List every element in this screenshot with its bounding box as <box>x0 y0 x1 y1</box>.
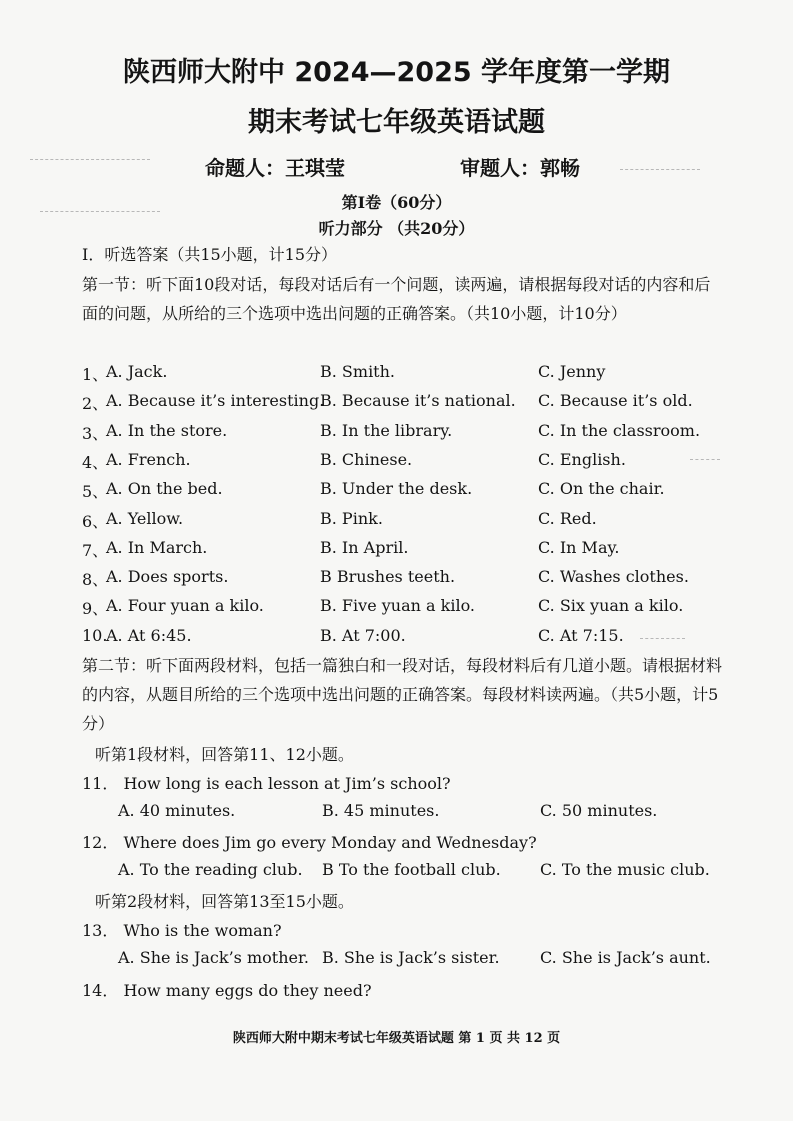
q8-option-c: C. Washes clothes. <box>538 567 689 586</box>
q9-option-b: B. Five yuan a kilo. <box>320 596 476 615</box>
part1-instructions: 第一节：听下面10段对话，每段对话后有一个问题，读两遍，请根据每段对话的内容和后面的问题，从所给的三个选项中选出问题的正确答案。（共10小题，计10分） <box>82 275 711 323</box>
q2-option-a: A. Because it’s interesting. <box>106 391 325 410</box>
q6-option-c: C. Red. <box>538 509 597 528</box>
part2-instructions: 第二节：听下面两段材料，包括一篇独白和一段对话，每段材料后有几道小题。请根据材料的内容，从题目所给的三个选项中选出问题的正确答案。每段材料读两遍。（共5小题，计5分） <box>82 656 723 733</box>
q11-option-c: C. 50 minutes. <box>540 801 658 820</box>
q2-option-c: C. Because it’s old. <box>538 391 693 410</box>
q5-option-c: C. On the chair. <box>538 479 665 498</box>
q6-question-number: 6、 <box>82 512 109 531</box>
q10-question-number: 10. <box>82 626 108 645</box>
q13-option-b: B. She is Jack’s sister. <box>322 948 500 967</box>
q11-stem: 11． How long is each lesson at Jim’s school? <box>82 774 451 793</box>
q8-question-number: 8、 <box>82 570 109 589</box>
q12-option-b: B To the football club. <box>322 860 501 879</box>
q4-option-a: A. French. <box>106 450 191 469</box>
q4-question-number: 4、 <box>82 453 109 472</box>
q3-option-b: B. In the library. <box>320 421 453 440</box>
q9-option-a: A. Four yuan a kilo. <box>106 596 264 615</box>
q13-option-c: C. She is Jack’s aunt. <box>540 948 711 967</box>
q7-option-b: B. In April. <box>320 538 409 557</box>
q3-question-number: 3、 <box>82 424 109 443</box>
scan-noise <box>620 169 700 170</box>
q6-option-a: A. Yellow. <box>106 509 184 528</box>
q1-option-b: B. Smith. <box>320 362 395 381</box>
q5-option-b: B. Under the desk. <box>320 479 473 498</box>
scan-noise <box>640 638 685 639</box>
q11-option-a: A. 40 minutes. <box>118 801 236 820</box>
q7-option-c: C. In May. <box>538 538 620 557</box>
q1-option-c: C. Jenny <box>538 362 606 381</box>
q1-question-number: 1、 <box>82 365 109 384</box>
exam-title-line2: 期末考试七年级英语试题 <box>248 107 545 138</box>
scan-noise <box>690 459 720 460</box>
listening-part-heading: 听力部分 （共20分） <box>318 219 475 238</box>
q9-question-number: 9、 <box>82 599 109 618</box>
q12-option-c: C. To the music club. <box>540 860 710 879</box>
q5-option-a: A. On the bed. <box>106 479 223 498</box>
q14-stem: 14． How many eggs do they need? <box>82 981 372 1000</box>
q10-option-c: C. At 7:15. <box>538 626 624 645</box>
q2-option-b: B. Because it’s national. <box>320 391 516 410</box>
q9-option-c: C. Six yuan a kilo. <box>538 596 684 615</box>
q11-option-b: B. 45 minutes. <box>322 801 440 820</box>
material1-prompt: 听第1段材料，回答第11、12小题。 <box>95 745 354 764</box>
volume-heading: 第Ⅰ卷（60分） <box>341 193 452 212</box>
q7-question-number: 7、 <box>82 541 109 560</box>
material2-prompt: 听第2段材料，回答第13至15小题。 <box>95 892 354 911</box>
q10-option-b: B. At 7:00. <box>320 626 406 645</box>
q3-option-a: A. In the store. <box>106 421 228 440</box>
question-setter: 命题人：王琪莹 <box>205 156 345 180</box>
q1-option-a: A. Jack. <box>106 362 168 381</box>
section1-heading: I．听选答案（共15小题，计15分） <box>82 245 338 264</box>
q8-option-a: A. Does sports. <box>106 567 229 586</box>
q12-option-a: A. To the reading club. <box>118 860 303 879</box>
scan-noise <box>30 159 150 160</box>
exam-title-line1: 陕西师大附中 2024—2025 学年度第一学期 <box>122 57 671 88</box>
q4-option-c: C. English. <box>538 450 626 469</box>
scan-noise <box>40 211 160 212</box>
q13-stem: 13． Who is the woman? <box>82 921 282 940</box>
q10-option-a: A. At 6:45. <box>106 626 192 645</box>
q3-option-c: C. In the classroom. <box>538 421 701 440</box>
q5-question-number: 5、 <box>82 482 109 501</box>
question-reviewer: 审题人：郭畅 <box>460 156 580 180</box>
q2-question-number: 2、 <box>82 394 109 413</box>
q12-stem: 12． Where does Jim go every Monday and Wednesday? <box>82 833 537 852</box>
q6-option-b: B. Pink. <box>320 509 383 528</box>
q8-option-b: B Brushes teeth. <box>320 567 456 586</box>
q7-option-a: A. In March. <box>106 538 208 557</box>
page-footer: 陕西师大附中期末考试七年级英语试题 第 1 页 共 12 页 <box>232 1031 561 1046</box>
q13-option-a: A. She is Jack’s mother. <box>118 948 309 967</box>
q4-option-b: B. Chinese. <box>320 450 413 469</box>
